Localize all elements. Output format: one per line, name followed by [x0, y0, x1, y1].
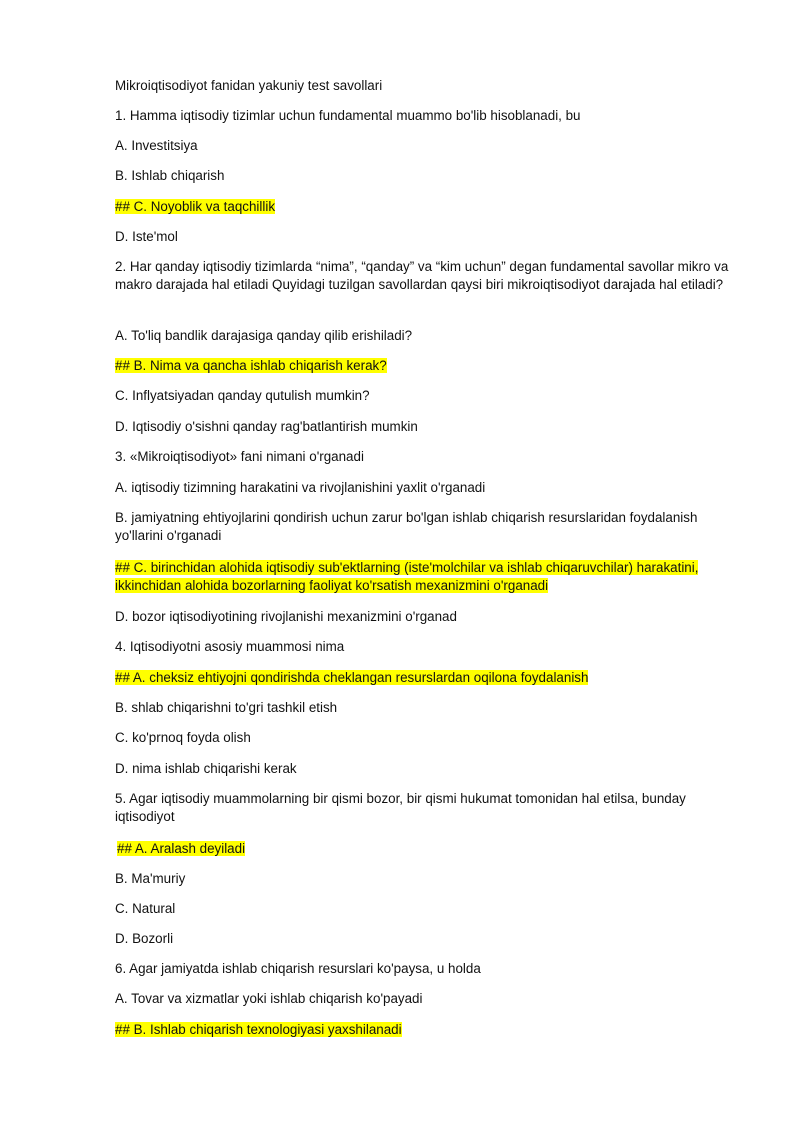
question-3-option-d: D. bozor iqtisodiyotining rivojlanishi mexanizmini o'rganad [115, 609, 457, 624]
answer-highlight: ## A. cheksiz ehtiyojni qondirishda cheklangan resurslardan oqilona foydalanish [115, 670, 589, 685]
question-4-option-b: B. shlab chiqarishni to'gri tashkil etish [115, 700, 338, 715]
question-6-text: 6. Agar jamiyatda ishlab chiqarish resurslari ko'paysa, u holda [115, 961, 481, 976]
answer-highlight: ## B. Ishlab chiqarish texnologiyasi yaxshilanadi [115, 1022, 402, 1037]
question-5-text: 5. Agar iqtisodiy muammolarning bir qismi bozor, bir qismi hukumat tomonidan hal etilsa, bunday iqtisodiyot [115, 791, 686, 824]
question-1-option-a: A. Investitsiya [115, 138, 198, 153]
question-4-text: 4. Iqtisodiyotni asosiy muammosi nima [115, 639, 345, 654]
question-4-option-c: C. ko'prnoq foyda olish [115, 730, 251, 745]
question-1-correct-answer [115, 198, 735, 216]
question-4-correct-answer [115, 669, 735, 687]
question-1-option-d: D. Iste'mol [115, 229, 178, 244]
question-3-correct-answer [115, 559, 735, 595]
document-title: Mikroiqtisodiyot fanidan yakuniy test savollari [115, 78, 383, 93]
question-2-option-c: C. Inflyatsiyadan qanday qutulish mumkin? [115, 388, 370, 403]
question-2-text: 2. Har qanday iqtisodiy tizimlarda “nima”, “qanday” va “kim uchun” degan fundamental savollar mikro va makro darajada hal etiladi Quyidagi tuzilgan savollardan qaysi biri mikroiqtisodiyot darajada hal etiladi? [115, 259, 729, 292]
question-2-option-d: D. Iqtisodiy o'sishni qanday rag'batlantirish mumkin [115, 419, 418, 434]
question-5-option-c: C. Natural [115, 901, 176, 916]
question-3-text: 3. «Mikroiqtisodiyot» fani nimani o'rganadi [115, 449, 364, 464]
question-5-correct-answer [117, 840, 737, 858]
answer-highlight: ## C. Noyoblik va taqchillik [115, 199, 276, 214]
question-1-text: 1. Hamma iqtisodiy tizimlar uchun fundamental muammo bo'lib hisoblanadi, bu [115, 108, 581, 123]
question-4-option-d: D. nima ishlab chiqarishi kerak [115, 761, 297, 776]
question-2-option-a: A. To'liq bandlik darajasiga qanday qilib erishiladi? [115, 328, 413, 343]
question-5-option-b: B. Ma'muriy [115, 871, 186, 886]
question-6-correct-answer [115, 1021, 735, 1039]
question-2-correct-answer [115, 357, 735, 375]
answer-highlight: ## C. birinchidan alohida iqtisodiy sub'ektlarning (iste'molchilar va ishlab chiqaruvchilar) harakatini, ikkinchidan alohida bozorlarning faoliyat ko'rsatish mexanizmini o'rganadi [115, 560, 699, 593]
answer-highlight: ## B. Nima va qancha ishlab chiqarish kerak? [115, 358, 387, 373]
question-3-option-a: A. iqtisodiy tizimning harakatini va rivojlanishini yaxlit o'rganadi [115, 480, 486, 495]
question-3-option-b: B. jamiyatning ehtiyojlarini qondirish uchun zarur bo'lgan ishlab chiqarish resurslaridan foydalanish yo'llarini o'rganadi [115, 510, 698, 543]
question-1-option-b: B. Ishlab chiqarish [115, 168, 225, 183]
question-6-option-a: A. Tovar va xizmatlar yoki ishlab chiqarish ko'payadi [115, 991, 423, 1006]
answer-highlight: ## A. Aralash deyiladi [117, 841, 246, 856]
question-5-option-d: D. Bozorli [115, 931, 174, 946]
